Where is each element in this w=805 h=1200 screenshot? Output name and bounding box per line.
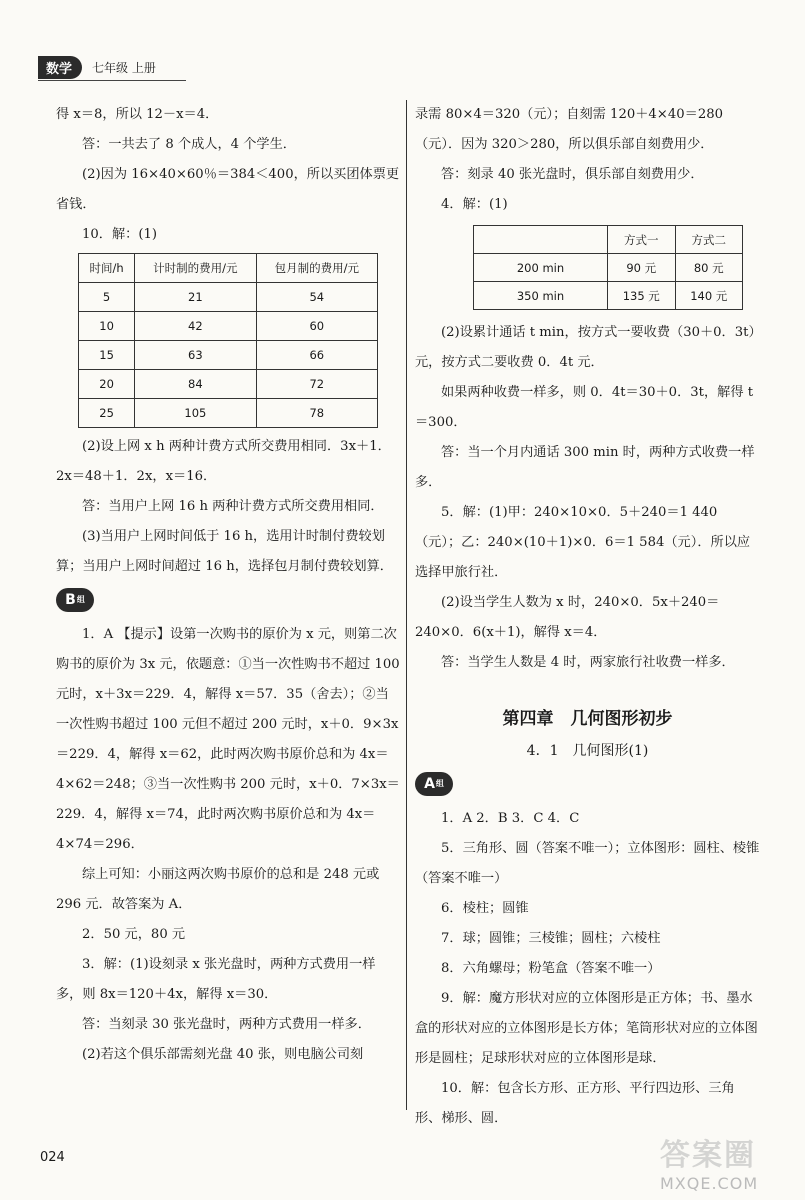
paragraph: 10．解：(1): [82, 227, 158, 242]
page-number: 024: [40, 1150, 65, 1165]
paragraph: 7．球；圆锥；三棱锥；圆柱；六棱柱: [441, 931, 661, 946]
table-cell: 90 元: [608, 254, 676, 282]
paragraph: 2．50 元，80 元: [82, 927, 186, 942]
table-cell: 25: [79, 399, 135, 428]
watermark: [660, 1130, 795, 1192]
table-row: [474, 282, 743, 310]
group-b-badge: [56, 588, 94, 612]
table-cell: 350 min: [474, 282, 608, 310]
table-row: [79, 341, 378, 370]
paragraph: (2)设当学生人数为 x 时，240×0．5x＋240＝240×0．6(x＋1)，解得 x＝4．: [415, 595, 720, 640]
table-row: [79, 283, 378, 312]
table-cell: 63: [135, 341, 256, 370]
paragraph: 6．棱柱；圆锥: [441, 901, 529, 916]
chapter-title: 第四章 几何图形初步: [502, 709, 673, 729]
watermark-title: 答案圈: [660, 1138, 756, 1173]
badge-letter: B: [65, 592, 76, 608]
paragraph: (2)设上网 x h 两种计费方式所交费用相同．3x＋1．2x＝48＋1．2x，x＝16．: [56, 439, 391, 484]
table-row: [79, 312, 378, 341]
paragraph: 8．六角螺母；粉笔盒（答案不唯一）: [441, 961, 661, 976]
paragraph: 3．解：(1)设刻录 x 张光盘时，两种方式费用一样多，则 8x＝120＋4x，解得 x＝30．: [56, 957, 376, 1002]
paragraph: (3)当用户上网时间低于 16 h，选用计时制付费较划算；当用户上网时间超过 16 h，选择包月制付费较划算．: [56, 529, 393, 574]
table-row: [79, 370, 378, 399]
watermark-url: MXQE.COM: [660, 1174, 759, 1193]
badge-sub: 组: [435, 779, 444, 788]
paragraph: 答：当刻录 30 张光盘时，两种方式费用一样多．: [82, 1017, 371, 1032]
paragraph: 如果两种收费一样多，则 0．4t＝30＋0．3t，解得 t＝300．: [415, 385, 753, 430]
paragraph: 得 x＝8，所以 12－x＝4．: [56, 107, 219, 122]
paragraph: 答：当学生人数是 4 时，两家旅行社收费一样多．: [441, 655, 735, 670]
table-cell: 66: [256, 341, 377, 370]
table-cell: 72: [256, 370, 377, 399]
section-title: 4．1 几何图形(1): [526, 743, 649, 759]
paragraph: 录需 80×4＝320（元）；自刻需 120＋4×40＝280（元）．因为 320＞280，所以俱乐部自刻费用少．: [415, 107, 723, 152]
plan-table: [473, 225, 743, 310]
table-cell: 200 min: [474, 254, 608, 282]
cost-table: [78, 253, 378, 428]
table-cell: 105: [135, 399, 256, 428]
table-header: 方式二: [675, 226, 743, 254]
paragraph: 1．A 【提示】设第一次购书的原价为 x 元，则第二次购书的原价为 3x 元，依题意：①当一次性购书不超过 100 元时，x＋3x＝229．4，解得 x＝57．35（舍去）；②当一次性购书超过 100 元但不超过 200 元时，x＋0．9×3x＝229．4，解得 x＝62，此时两次购书原价总和为 4x＝4×62＝248；③当一次性购书 200 元时，x＋0．7×3x＝229．4，解得 x＝74，此时两次购书原价总和为 4x＝4×74＝296．: [56, 627, 400, 852]
header-rule: [38, 80, 186, 81]
table-cell: 54: [256, 283, 377, 312]
table-header: 包月制的费用/元: [256, 254, 377, 283]
paragraph: 综上可知：小丽这两次购书原价的总和是 248 元或 296 元．故答案为 A．: [56, 867, 380, 912]
paragraph: 1．A 2．B 3．C 4．C: [441, 811, 580, 826]
table-header: [474, 226, 608, 254]
paragraph: (2)因为 16×40×60％＝384＜400，所以买团体票更省钱．: [56, 167, 400, 212]
table-cell: 78: [256, 399, 377, 428]
column-divider: [406, 100, 407, 1110]
table-cell: 10: [79, 312, 135, 341]
right-column: [415, 100, 760, 1134]
paragraph: (2)若这个俱乐部需刻光盘 40 张，则电脑公司刻: [82, 1047, 364, 1062]
group-a-badge: [415, 772, 453, 796]
table-cell: 5: [79, 283, 135, 312]
table-cell: 42: [135, 312, 256, 341]
paragraph: 5．解：(1)甲：240×10×0．5＋240＝1 440（元）；乙：240×(10＋1)×0．6＝1 584（元）．所以应选择甲旅行社．: [415, 505, 751, 580]
paragraph: 答：当用户上网 16 h 两种计费方式所交费用相同．: [82, 499, 384, 514]
paragraph: 5．三角形、圆（答案不唯一）；立体图形：圆柱、棱锥（答案不唯一）: [415, 841, 760, 886]
table-cell: 135 元: [608, 282, 676, 310]
table-cell: 15: [79, 341, 135, 370]
table-header: 计时制的费用/元: [135, 254, 256, 283]
left-column: [56, 100, 401, 1070]
table-cell: 20: [79, 370, 135, 399]
paragraph: 答：当一个月内通话 300 min 时，两种方式收费一样多．: [415, 445, 755, 490]
paragraph: 10．解：包含长方形、正方形、平行四边形、三角形、梯形、圆．: [415, 1081, 735, 1126]
paragraph: 答：刻录 40 张光盘时，俱乐部自刻费用少．: [441, 167, 704, 182]
table-cell: 60: [256, 312, 377, 341]
table-cell: 80 元: [675, 254, 743, 282]
paragraph: (2)设累计通话 t min，按方式一要收费（30＋0．3t）元，按方式二要收费 0．4t 元．: [415, 325, 756, 370]
table-cell: 140 元: [675, 282, 743, 310]
paragraph: 答：一共去了 8 个成人，4 个学生．: [82, 137, 296, 152]
paragraph: 4．解：(1): [441, 197, 508, 212]
table-row: [474, 254, 743, 282]
table-cell: 21: [135, 283, 256, 312]
table-header: 方式一: [608, 226, 676, 254]
page-header: [38, 56, 156, 78]
badge-letter: A: [424, 776, 435, 792]
paragraph: 9．解：魔方形状对应的立体图形是正方体；书、墨水盒的形状对应的立体图形是长方体；笔筒形状对应的立体图形是圆柱；足球形状对应的立体图形是球．: [415, 991, 758, 1066]
table-row: [79, 399, 378, 428]
table-cell: 84: [135, 370, 256, 399]
grade-label: 七年级 上册: [92, 60, 156, 75]
subject-label: 数学: [38, 56, 82, 79]
badge-sub: 组: [76, 595, 85, 604]
table-header: 时间/h: [79, 254, 135, 283]
